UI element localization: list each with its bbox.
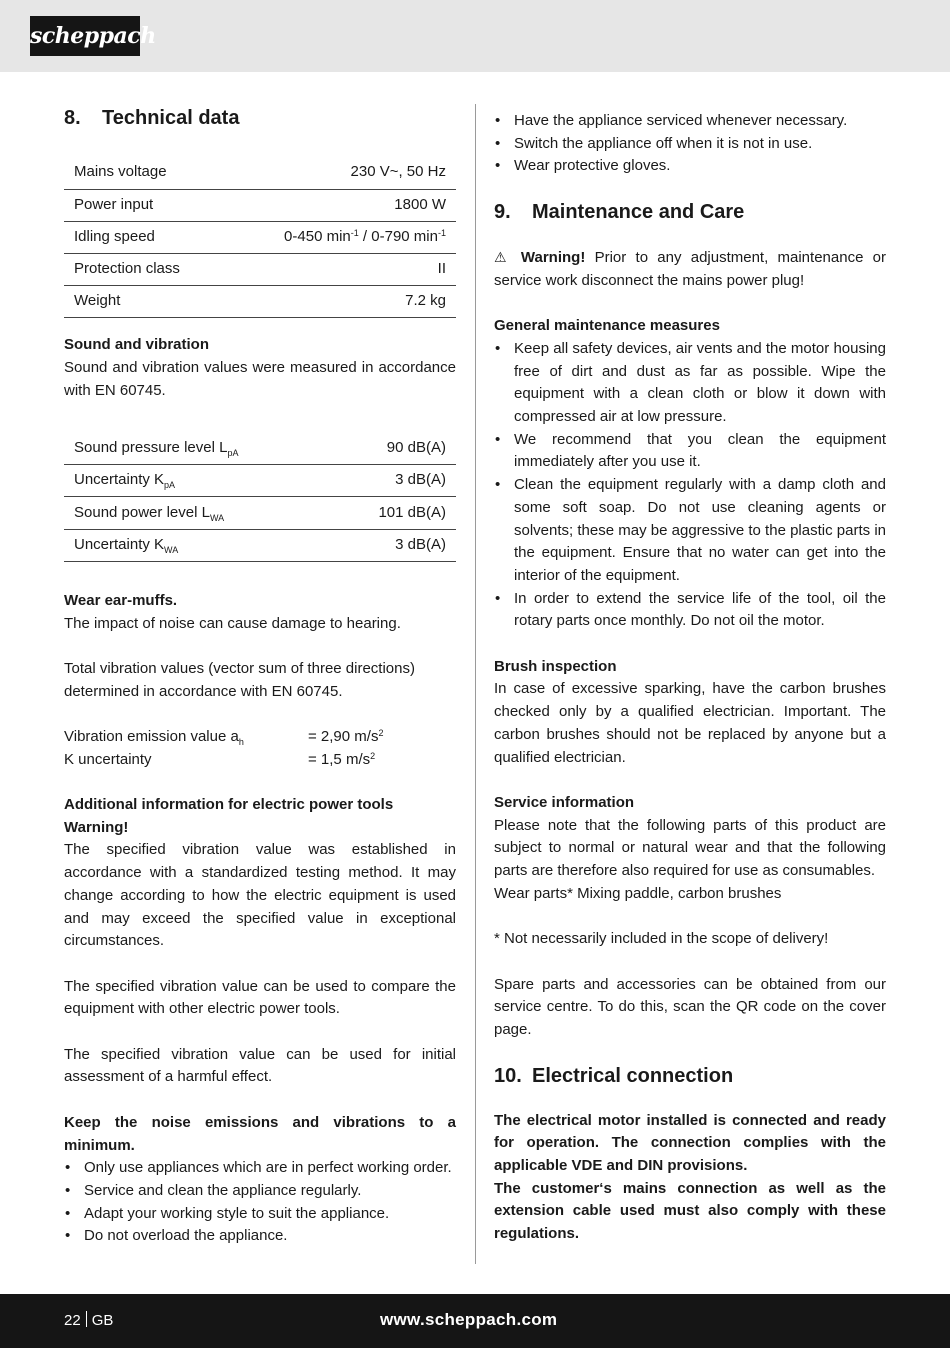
k-uncertainty-value <box>308 749 375 772</box>
footer-separator <box>86 1311 87 1327</box>
sound-value: 90 dB(A) <box>330 433 456 465</box>
superscript: 2 <box>370 750 376 761</box>
language-code: GB <box>91 1312 114 1329</box>
warning-text: The specified vibration value was established in accordance with a standardized testing method. It may change according to how the electric equipment is used and may exceed the specified value in exceptional circumstances. <box>64 841 456 950</box>
unit-exponent: -1 <box>437 228 446 239</box>
subscript: pA <box>227 448 239 459</box>
care-list <box>494 110 886 178</box>
vibration-emission-value <box>308 726 383 749</box>
scheppach-logo: scheppach <box>30 16 140 56</box>
section-9-heading <box>494 198 886 226</box>
service-info-text: Please note that the following parts of this product are subject to normal or natural wear and that the following parts are therefore also required for use as consumables. <box>494 816 886 880</box>
sound-value: 101 dB(A) <box>330 497 456 529</box>
sound-table <box>64 433 456 562</box>
list-item: • Service and clean the appliance regularly. <box>64 1180 456 1203</box>
spec-value <box>224 221 456 253</box>
general-maintenance-heading: General maintenance measures <box>494 317 720 335</box>
left-column <box>64 104 456 1248</box>
sound-vibration-heading: Sound and vibration <box>64 336 209 354</box>
maintenance-warning <box>494 246 886 292</box>
table-row <box>64 433 456 465</box>
sound-label <box>64 497 330 529</box>
spec-label: Protection class <box>64 254 224 286</box>
spec-value: 230 V~, 50 Hz <box>224 157 456 189</box>
sound-vibration-text: Sound and vibration values were measured in accordance with EN 60745. <box>64 359 456 399</box>
vibration-text: Total vibration values (vector sum of three directions) determined in accordance with EN 60745. <box>64 659 415 700</box>
table-row <box>64 254 456 286</box>
list-item: • Keep all safety devices, air vents and the motor housing free of dirt and dust as far as possible. Wipe the equipment with a clean cloth or blow it down with compressed air at low pressure. <box>494 338 886 429</box>
delivery-footnote: * Not necessarily included in the scope of delivery! <box>494 930 829 948</box>
subscript: h <box>238 736 244 747</box>
k-uncertainty-row <box>64 749 456 772</box>
column-divider <box>475 104 476 1264</box>
keep-emissions-list <box>64 1157 456 1248</box>
section-number: 10. <box>494 1064 522 1087</box>
subscript: WA <box>209 512 225 523</box>
initial-assessment-text: The specified vibration value can be used for initial assessment of a harmful effect. <box>64 1045 456 1086</box>
section-title: Electrical connection <box>532 1064 734 1087</box>
list-item: • Wear protective gloves. <box>494 155 886 178</box>
general-maintenance-list <box>494 338 886 633</box>
table-row <box>64 529 456 561</box>
vibration-emission-row <box>64 726 456 749</box>
subscript: pA <box>164 480 176 491</box>
warning-label: Warning! <box>520 249 586 267</box>
k-uncertainty-label: K uncertainty <box>64 750 152 768</box>
sound-label-text: Uncertainty K <box>74 471 165 489</box>
list-item: • We recommend that you clean the equipment immediately after you use it. <box>494 429 886 474</box>
technical-data-table <box>64 157 456 318</box>
sound-label <box>64 529 330 561</box>
warning-heading: Warning! <box>64 818 129 836</box>
brush-inspection-text: In case of excessive sparking, have the carbon brushes checked only by a qualified electrician. Important. The carbon brushes should not be replaced by anyone but a qualified electrician. <box>494 680 886 766</box>
table-row <box>64 286 456 318</box>
page-footer <box>0 1294 950 1348</box>
spare-parts-text: Spare parts and accessories can be obtained from our service centre. To do this, scan the QR code on the cover page. <box>494 975 886 1038</box>
sound-label <box>64 433 330 465</box>
sound-value: 3 dB(A) <box>330 465 456 497</box>
table-row <box>64 221 456 253</box>
section-title: Technical data <box>102 107 240 129</box>
spec-value: II <box>224 254 456 286</box>
warning-triangle-icon: ⚠ <box>494 249 512 266</box>
table-row <box>64 157 456 189</box>
spec-label: Weight <box>64 286 224 318</box>
section-8-heading <box>64 104 456 132</box>
spec-value: 7.2 kg <box>224 286 456 318</box>
earmuffs-heading: Wear ear-muffs. <box>64 591 178 609</box>
website-url: www.scheppach.com <box>380 1310 558 1329</box>
value-text: = 1,5 m/s <box>308 750 371 768</box>
section-10-heading <box>494 1062 886 1090</box>
sound-label-text: Uncertainty K <box>74 535 165 553</box>
wear-parts-text: Wear parts* Mixing paddle, carbon brushes <box>494 884 782 902</box>
spec-label: Power input <box>64 189 224 221</box>
list-item: • In order to extend the service life of the tool, oil the rotary parts once monthly. Do not oil the motor. <box>494 588 886 633</box>
spec-label: Mains voltage <box>64 157 224 189</box>
brush-inspection-heading: Brush inspection <box>494 657 617 675</box>
table-row <box>64 189 456 221</box>
table-row <box>64 465 456 497</box>
idle-speed-a: 0-450 min <box>284 228 351 246</box>
earmuffs-text: The impact of noise can cause damage to hearing. <box>64 614 401 632</box>
sound-label <box>64 465 330 497</box>
subscript: WA <box>164 544 179 555</box>
page-header <box>0 0 950 72</box>
spec-value: 1800 W <box>224 189 456 221</box>
section-title: Maintenance and Care <box>532 201 745 224</box>
sound-label-text: Sound power level L <box>74 503 210 521</box>
superscript: 2 <box>378 727 384 738</box>
page-number-label <box>64 1310 113 1332</box>
electrical-connection-text-2: The customer‘s mains connection as well as the extension cable used must also comply with these regulations. <box>494 1179 886 1243</box>
value-text: = 2,90 m/s <box>308 727 379 745</box>
table-row <box>64 497 456 529</box>
list-item: • Switch the appliance off when it is not in use. <box>494 133 886 156</box>
sound-label-text: Sound pressure level L <box>74 439 228 457</box>
list-item: • Do not overload the appliance. <box>64 1225 456 1248</box>
sound-value: 3 dB(A) <box>330 529 456 561</box>
list-item: • Clean the equipment regularly with a damp cloth and some soft soap. Do not use cleaning agents or solvents; these may be aggressive to the plastic parts in the equipment. Ensure that no water can get into the interior of the equipment. <box>494 474 886 588</box>
list-item: • Adapt your working style to suit the appliance. <box>64 1203 456 1226</box>
service-info-heading: Service information <box>494 793 635 811</box>
list-item: • Only use appliances which are in perfect working order. <box>64 1157 456 1180</box>
additional-info-heading: Additional information for electric power tools <box>64 796 394 814</box>
list-item: • Have the appliance serviced whenever necessary. <box>494 110 886 133</box>
section-number: 9. <box>494 201 511 224</box>
label-text: Vibration emission value a <box>64 727 239 745</box>
vibration-emission-label <box>64 726 308 749</box>
page-number: 22 <box>64 1312 81 1329</box>
section-number: 8. <box>64 107 81 129</box>
electrical-connection-text-1: The electrical motor installed is connected and ready for operation. The connection complies with the applicable VDE and DIN provisions. <box>494 1111 886 1175</box>
idle-speed-b: / 0-790 min <box>358 228 438 246</box>
warning-text: Prior to any adjustment, maintenance or service work disconnect the mains power plug! <box>494 249 886 289</box>
spec-label: Idling speed <box>64 221 224 253</box>
keep-emissions-heading: Keep the noise emissions and vibrations to a minimum. <box>64 1113 456 1154</box>
compare-text: The specified vibration value can be used to compare the equipment with other electric power tools. <box>64 977 456 1018</box>
unit-exponent: -1 <box>350 228 359 239</box>
right-column <box>494 110 886 1246</box>
